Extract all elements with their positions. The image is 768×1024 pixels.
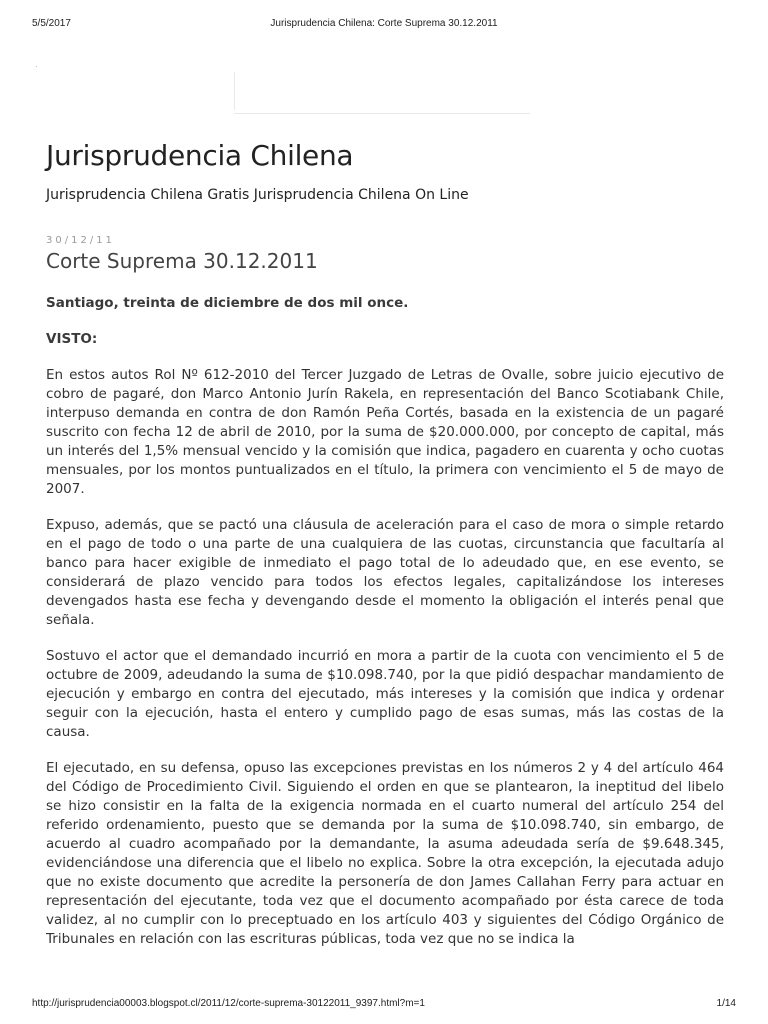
post-title[interactable]: Corte Suprema 30.12.2011	[46, 249, 318, 273]
header-divider-horizontal	[234, 113, 530, 114]
print-footer	[32, 998, 736, 1012]
print-page-number: 1/14	[716, 998, 736, 1009]
header-divider-vertical	[234, 72, 235, 110]
post-paragraph: Expuso, además, que se pactó una cláusula de aceleración para el caso de mora o simple retardo en el pago de todo o una parte de una cualquiera de las cuotas, circunstancia que facultaría al banco para hacer exigible de inmediato el pago total de lo adeudado que, en ese evento, se considerará de plazo vencido para todos los efectos legales, capitalizándose los intereses devengados hasta ese fecha y devengando desde el momento la obligación el interés penal que señala.	[46, 517, 724, 628]
post-paragraph: Sostuvo el actor que el demandado incurrió en mora a partir de la cuota con vencimiento el 5 de octubre de 2009, adeudando la suma de $10.098.740, por la que pidió despachar mandamiento de ejecución y embargo en contra del ejecutado, más intereses y la comisión que indica y ordenar seguir con la ejecución, hasta el entero y cumplido pago de esas sumas, más las costas de la causa.	[46, 648, 724, 740]
main-content	[46, 136, 724, 966]
blog-description: Jurisprudencia Chilena Gratis Jurisprudencia Chilena On Line	[46, 187, 469, 203]
print-page-title: Jurisprudencia Chilena: Corte Suprema 30.12.2011	[270, 18, 498, 29]
post-intro: Santiago, treinta de diciembre de dos mil once.	[46, 295, 409, 311]
decorative-dot	[36, 66, 37, 67]
print-url: http://jurisprudencia00003.blogspot.cl/2011/12/corte-suprema-30122011_9397.html?m=1	[32, 998, 425, 1009]
blog-title[interactable]: Jurisprudencia Chilena	[46, 139, 354, 172]
post-paragraph: En estos autos Rol Nº 612-2010 del Tercer Juzgado de Letras de Ovalle, sobre juicio ejecutivo de cobro de pagaré, don Marco Antonio Jurín Rakela, en representación del Banco Scotiabank Chile, interpuso demanda en contra de don Ramón Peña Cortés, basada en la existencia de un pagaré suscrito con fecha 12 de abril de 2010, por la suma de $20.000.000, por concepto de capital, más un interés del 1,5% mensual vencido y la comisión que indica, pagadero en cuarenta y ocho cuotas mensuales, por los montos puntualizados en el título, la primera con vencimiento el 5 de mayo de 2007.	[46, 367, 724, 497]
post-body	[46, 294, 724, 949]
post-visto-heading: VISTO:	[46, 331, 98, 347]
post-paragraph: El ejecutado, en su defensa, opuso las excepciones previstas en los números 2 y 4 del artículo 464 del Código de Procedimiento Civil. Siguiendo el orden en que se plantearon, la ineptitud del libelo se hizo consistir en la falta de la exigencia normada en el cuarto numeral del artículo 254 del referido ordenamiento, puesto que se demanda por la suma de $10.098.740, sin embargo, de acuerdo al cuadro acompañado por la demandante, la asuma adeudada sería de $9.648.345, evidenciándose una diferencia que el libelo no explica. Sobre la otra excepción, la ejecutada adujo que no existe documento que acredite la personería de don James Callahan Ferry para actuar en representación del ejecutante, toda vez que el documento acompañado por ésta carece de toda validez, al no cumplir con lo preceptuado en los artículo 403 y siguientes del Código Orgánico de Tribunales en relación con las escrituras públicas, toda vez que no se indica la	[46, 760, 724, 947]
print-header	[32, 18, 736, 32]
print-date: 5/5/2017	[32, 18, 71, 29]
post-date: 30/12/11	[46, 235, 115, 246]
